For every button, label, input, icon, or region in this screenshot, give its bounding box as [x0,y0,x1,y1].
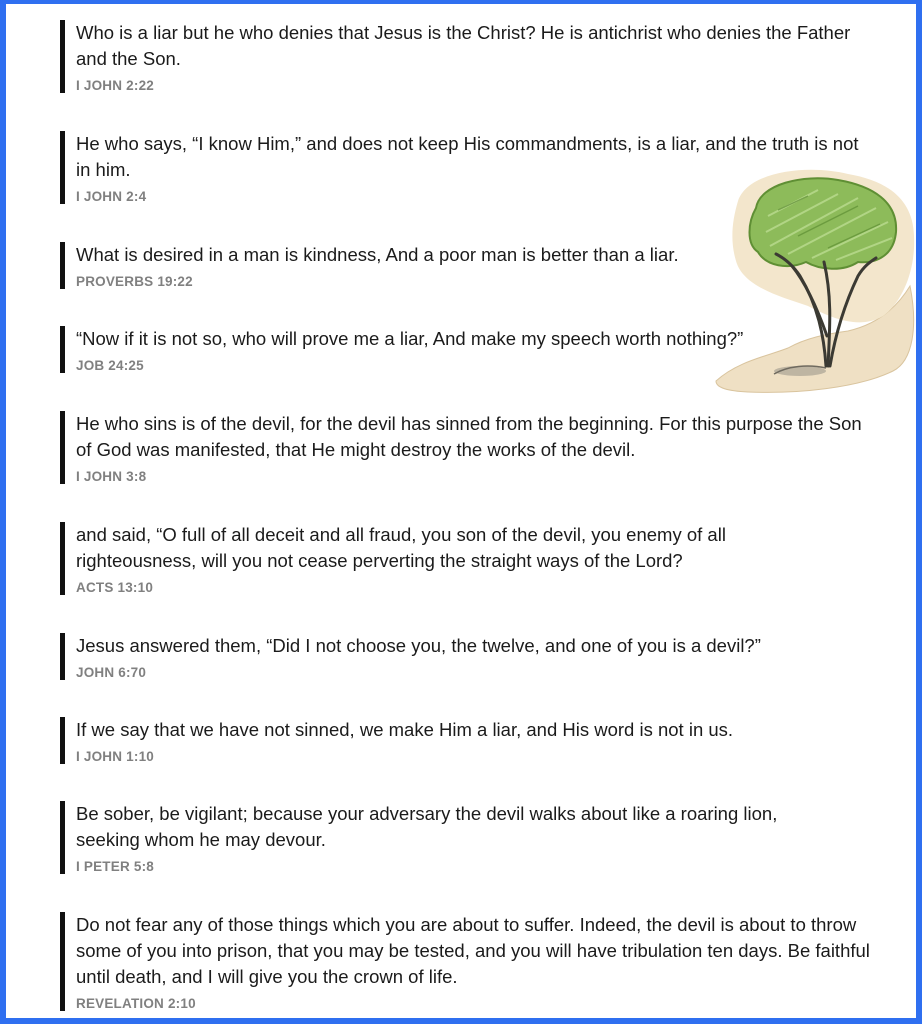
verse-reference: JOHN 6:70 [76,665,147,680]
verse-text: What is desired in a man is kindness, And a poor man is better than a liar. [76,244,679,265]
verse-card[interactable] [60,522,870,595]
verse-text: Do not fear any of those things which you are about to suffer. Indeed, the devil is about to throw some of you into prison, that you may be tested, and you will have tribulation ten days. Be faithful until death, and I will give you the crown of life. [76,914,870,987]
verse-text: “Now if it is not so, who will prove me a liar, And make my speech worth nothing?” [76,328,744,349]
verse-reference: JOB 24:25 [76,358,144,373]
verse-text: He who sins is of the devil, for the devil has sinned from the beginning. For this purpose the Son of God was manifested, that He might destroy the works of the devil. [76,413,862,460]
verse-text: and said, “O full of all deceit and all fraud, you son of the devil, you enemy of all righteousness, will you not cease perverting the straight ways of the Lord? [76,524,726,571]
verse-text: If we say that we have not sinned, we make Him a liar, and His word is not in us. [76,719,734,740]
verse-text: Who is a liar but he who denies that Jesus is the Christ? He is antichrist who denies the Father and the Son. [76,22,851,69]
verse-reference: ACTS 13:10 [76,580,154,595]
verse-reference: I JOHN 2:22 [76,78,154,93]
verse-card[interactable] [60,717,870,764]
verse-card[interactable] [60,20,870,93]
verse-text: Be sober, be vigilant; because your adversary the devil walks about like a roaring lion, seeking whom he may devour. [76,803,778,850]
verse-text: He who says, “I know Him,” and does not keep His commandments, is a liar, and the truth is not in him. [76,133,859,180]
verse-card[interactable] [60,912,875,1011]
verse-reference: I PETER 5:8 [76,859,154,874]
verse-text: Jesus answered them, “Did I not choose you, the twelve, and one of you is a devil?” [76,635,761,656]
verse-reference: I JOHN 1:10 [76,749,154,764]
verse-card[interactable] [60,801,870,874]
verse-reference: REVELATION 2:10 [76,996,196,1011]
verse-reference: I JOHN 3:8 [76,469,147,484]
verse-card[interactable] [60,411,870,484]
verse-card[interactable] [60,633,870,680]
verse-reference: PROVERBS 19:22 [76,274,193,289]
verse-reference: I JOHN 2:4 [76,189,147,204]
tree-icon [708,166,918,396]
